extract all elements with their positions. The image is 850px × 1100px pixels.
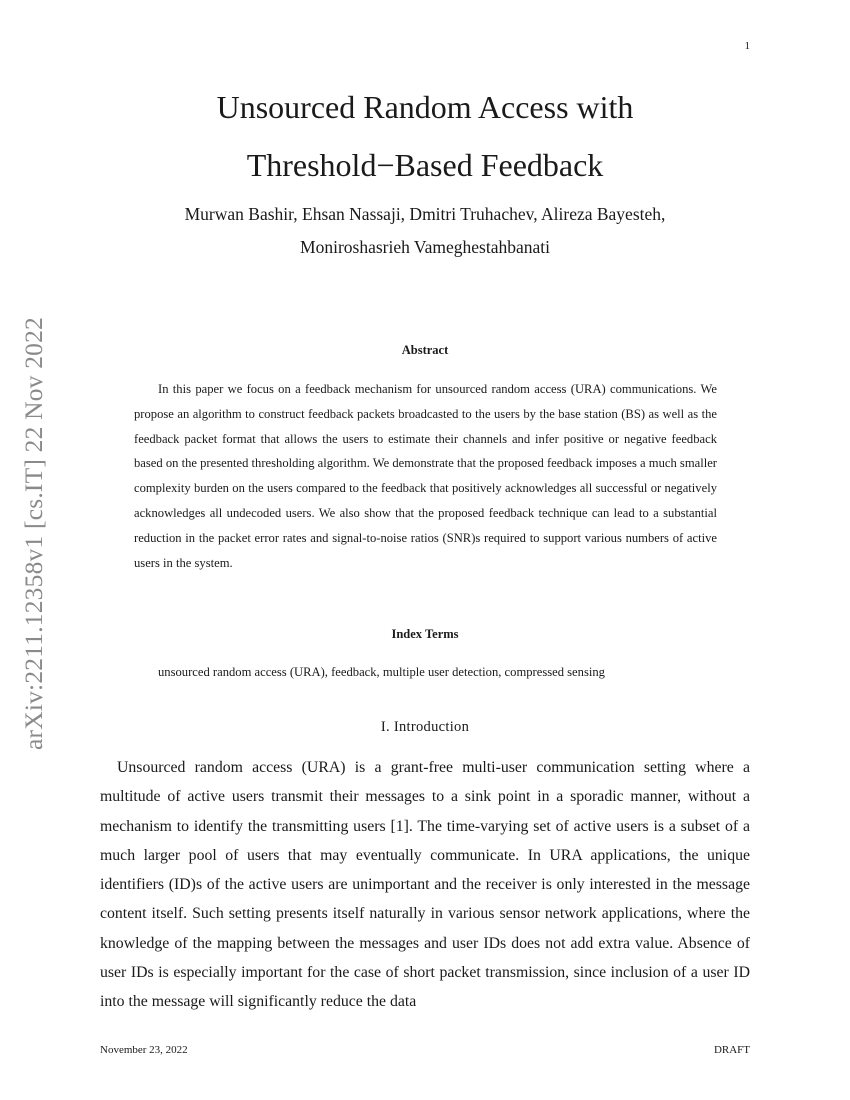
arxiv-identifier-text: arXiv:2211.12358v1 [cs.IT] 22 Nov 2022 xyxy=(19,316,48,750)
abstract-heading: Abstract xyxy=(401,343,449,357)
footer-date: November 23, 2022 xyxy=(100,1044,188,1056)
abstract-text: In this paper we focus on a feedback mechanism for unsourced random access (URA) communications. We propose an algorithm to construct feedback packets broadcasted to the users by the base station (BS) as well as the feedback packet format that allows the users to estimate their channels and infer positive or negative feedback based on the presented thresholding algorithm. We demonstrate that the proposed feedback imposes a much smaller complexity burden on the users compared to the feedback that positively acknowledges all successful or negatively acknowledges all undecoded users. We also show that the proposed feedback technique can lead to a substantial reduction in the packet error rates and signal-to-noise ratios (SNR)s required to support various numbers of active users in the system. xyxy=(134,382,717,570)
author-list xyxy=(0,198,850,264)
authors-line-2: Moniroshasrieh Vameghestahbanati xyxy=(300,237,550,257)
index-terms-heading: Index Terms xyxy=(391,627,459,641)
page-number: 1 xyxy=(744,40,750,52)
arxiv-identifier-stamp xyxy=(15,300,65,780)
title-line-2: Threshold−Based Feedback xyxy=(246,147,604,183)
paper-title xyxy=(0,78,850,194)
title-line-1: Unsourced Random Access with xyxy=(216,89,634,125)
introduction-paragraph: Unsourced random access (URA) is a grant-free multi-user communication setting where a multitude of active users transmit their messages to a sink point in a sporadic manner, without a mechanism to identify the transmitting users [1]. The time-varying set of active users is a subset of a much larger pool of users that may eventually communicate. In URA applications, the unique identifiers (ID)s of the active users are unimportant and the receiver is only interested in the message content itself. Such setting presents itself naturally in various sensor network applications, where the knowledge of the mapping between the messages and user IDs does not add extra value. Absence of user IDs is especially important for the case of short packet transmission, since inclusion of a user ID into the message will significantly reduce the data xyxy=(100,759,750,1011)
footer-draft-label: DRAFT xyxy=(713,1044,750,1056)
index-terms-text: unsourced random access (URA), feedback, multiple user detection, compressed sensing xyxy=(158,665,605,679)
authors-line-1: Murwan Bashir, Ehsan Nassaji, Dmitri Truhachev, Alireza Bayesteh, xyxy=(184,204,666,224)
section-heading-introduction: I. Introduction xyxy=(380,719,470,735)
